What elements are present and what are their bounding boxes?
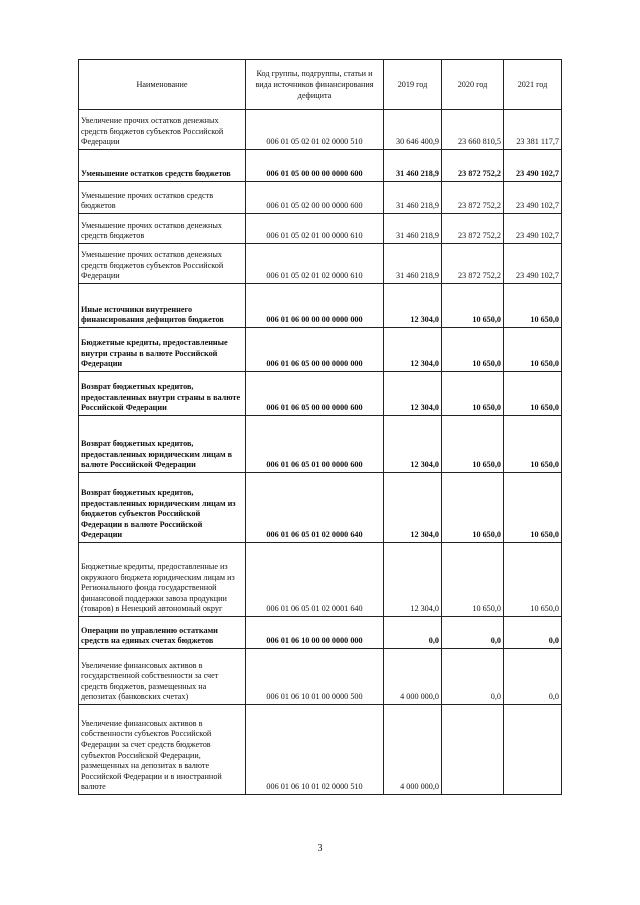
row-value-2019: 12 304,0 xyxy=(384,416,442,473)
row-value-2019: 12 304,0 xyxy=(384,284,442,328)
row-code-cell: 006 01 06 10 01 02 0000 510 xyxy=(246,705,384,795)
row-value-2020 xyxy=(442,705,504,795)
row-code-cell: 006 01 05 00 00 00 0000 600 xyxy=(246,150,384,182)
table-row xyxy=(79,473,562,543)
header-2019: 2019 год xyxy=(384,60,442,110)
row-value-2020: 10 650,0 xyxy=(442,284,504,328)
table-row xyxy=(79,543,562,617)
row-code-cell: 006 01 05 02 01 02 0000 610 xyxy=(246,244,384,284)
table-row xyxy=(79,244,562,284)
row-value-2020: 23 872 752,2 xyxy=(442,182,504,214)
row-value-2021: 0,0 xyxy=(504,649,562,705)
table-body xyxy=(79,110,562,795)
table-row xyxy=(79,284,562,328)
row-value-2020: 0,0 xyxy=(442,649,504,705)
table-row xyxy=(79,649,562,705)
row-name-cell: Операции по управлению остатками средств на единых счетах бюджетов xyxy=(79,617,246,649)
row-value-2020: 10 650,0 xyxy=(442,416,504,473)
row-value-2019: 31 460 218,9 xyxy=(384,150,442,182)
row-value-2019: 12 304,0 xyxy=(384,473,442,543)
row-value-2021: 0,0 xyxy=(504,617,562,649)
row-value-2019: 4 000 000,0 xyxy=(384,649,442,705)
row-value-2021: 10 650,0 xyxy=(504,372,562,416)
table-header-row xyxy=(79,60,562,110)
row-name-cell: Возврат бюджетных кредитов, предоставленных юридическим лицам в валюте Российской Федерации xyxy=(79,416,246,473)
row-name-cell: Иные источники внутреннего финансирования дефицитов бюджетов xyxy=(79,284,246,328)
row-value-2019: 12 304,0 xyxy=(384,328,442,372)
row-code-cell: 006 01 06 05 00 00 0000 600 xyxy=(246,372,384,416)
row-value-2021: 10 650,0 xyxy=(504,543,562,617)
row-code-cell: 006 01 06 00 00 00 0000 000 xyxy=(246,284,384,328)
row-name-cell: Увеличение финансовых активов в собственности субъектов Российской Федерации за счет средств бюджетов субъектов Российской Федерации, размещенных на депозитах в валюте Российской Федерации и в иностранной валюте xyxy=(79,705,246,795)
header-name: Наименование xyxy=(79,60,246,110)
row-name-cell: Уменьшение прочих остатков денежных средств бюджетов субъектов Российской Федерации xyxy=(79,244,246,284)
row-value-2021: 23 490 102,7 xyxy=(504,214,562,244)
row-value-2019: 31 460 218,9 xyxy=(384,244,442,284)
row-name-cell: Уменьшение прочих остатков средств бюджетов xyxy=(79,182,246,214)
page-number: 3 xyxy=(317,843,323,854)
row-code-cell: 006 01 06 05 01 02 0000 640 xyxy=(246,473,384,543)
row-value-2020: 10 650,0 xyxy=(442,328,504,372)
row-value-2021: 10 650,0 xyxy=(504,284,562,328)
row-name-cell: Возврат бюджетных кредитов, предоставленных внутри страны в валюте Российской Федерации xyxy=(79,372,246,416)
table-row xyxy=(79,372,562,416)
row-value-2019: 31 460 218,9 xyxy=(384,182,442,214)
row-code-cell: 006 01 06 10 01 00 0000 500 xyxy=(246,649,384,705)
row-name-cell: Бюджетные кредиты, предоставленные внутри страны в валюте Российской Федерации xyxy=(79,328,246,372)
header-2021: 2021 год xyxy=(504,60,562,110)
row-value-2019: 0,0 xyxy=(384,617,442,649)
table-row xyxy=(79,705,562,795)
row-value-2021: 10 650,0 xyxy=(504,473,562,543)
row-code-cell: 006 01 06 05 01 02 0001 640 xyxy=(246,543,384,617)
row-name-cell: Увеличение финансовых активов в государственной собственности за счет средств бюджетов, размещенных на депозитах (банковских счетах) xyxy=(79,649,246,705)
table-row xyxy=(79,150,562,182)
row-value-2020: 10 650,0 xyxy=(442,372,504,416)
table-row xyxy=(79,416,562,473)
row-name-cell: Увеличение прочих остатков денежных средств бюджетов субъектов Российской Федерации xyxy=(79,110,246,150)
row-value-2021 xyxy=(504,705,562,795)
header-code: Код группы, подгруппы, статьи и вида источников финансирования дефицита xyxy=(246,60,384,110)
row-value-2019: 31 460 218,9 xyxy=(384,214,442,244)
row-code-cell: 006 01 06 10 00 00 0000 000 xyxy=(246,617,384,649)
row-value-2020: 23 872 752,2 xyxy=(442,150,504,182)
row-value-2021: 23 490 102,7 xyxy=(504,182,562,214)
row-value-2020: 23 872 752,2 xyxy=(442,214,504,244)
row-value-2021: 10 650,0 xyxy=(504,416,562,473)
row-name-cell: Возврат бюджетных кредитов, предоставленных юридическим лицам из бюджетов субъектов Российской Федерации в валюте Российской Федерации xyxy=(79,473,246,543)
table-row xyxy=(79,617,562,649)
row-value-2021: 23 490 102,7 xyxy=(504,244,562,284)
row-value-2019: 12 304,0 xyxy=(384,543,442,617)
header-2020: 2020 год xyxy=(442,60,504,110)
row-name-cell: Бюджетные кредиты, предоставленные из окружного бюджета юридическим лицам из Регионального фонда государственной финансовой поддержки завоза продукции (товаров) в Ненецкий автономный округ xyxy=(79,543,246,617)
row-value-2021: 23 490 102,7 xyxy=(504,150,562,182)
table-row xyxy=(79,182,562,214)
row-code-cell: 006 01 06 05 00 00 0000 000 xyxy=(246,328,384,372)
row-code-cell: 006 01 06 05 01 00 0000 600 xyxy=(246,416,384,473)
row-value-2019: 30 646 400,9 xyxy=(384,110,442,150)
row-code-cell: 006 01 05 02 01 00 0000 610 xyxy=(246,214,384,244)
row-value-2020: 10 650,0 xyxy=(442,473,504,543)
row-value-2020: 0,0 xyxy=(442,617,504,649)
row-value-2020: 23 660 810,5 xyxy=(442,110,504,150)
row-value-2021: 23 381 117,7 xyxy=(504,110,562,150)
row-value-2021: 10 650,0 xyxy=(504,328,562,372)
row-value-2020: 23 872 752,2 xyxy=(442,244,504,284)
row-value-2019: 12 304,0 xyxy=(384,372,442,416)
row-code-cell: 006 01 05 02 01 02 0000 510 xyxy=(246,110,384,150)
table-row xyxy=(79,328,562,372)
table-row xyxy=(79,214,562,244)
budget-sources-table xyxy=(78,59,562,795)
row-value-2019: 4 000 000,0 xyxy=(384,705,442,795)
row-name-cell: Уменьшение остатков средств бюджетов xyxy=(79,150,246,182)
row-value-2020: 10 650,0 xyxy=(442,543,504,617)
table-row xyxy=(79,110,562,150)
row-name-cell: Уменьшение прочих остатков денежных средств бюджетов xyxy=(79,214,246,244)
row-code-cell: 006 01 05 02 00 00 0000 600 xyxy=(246,182,384,214)
